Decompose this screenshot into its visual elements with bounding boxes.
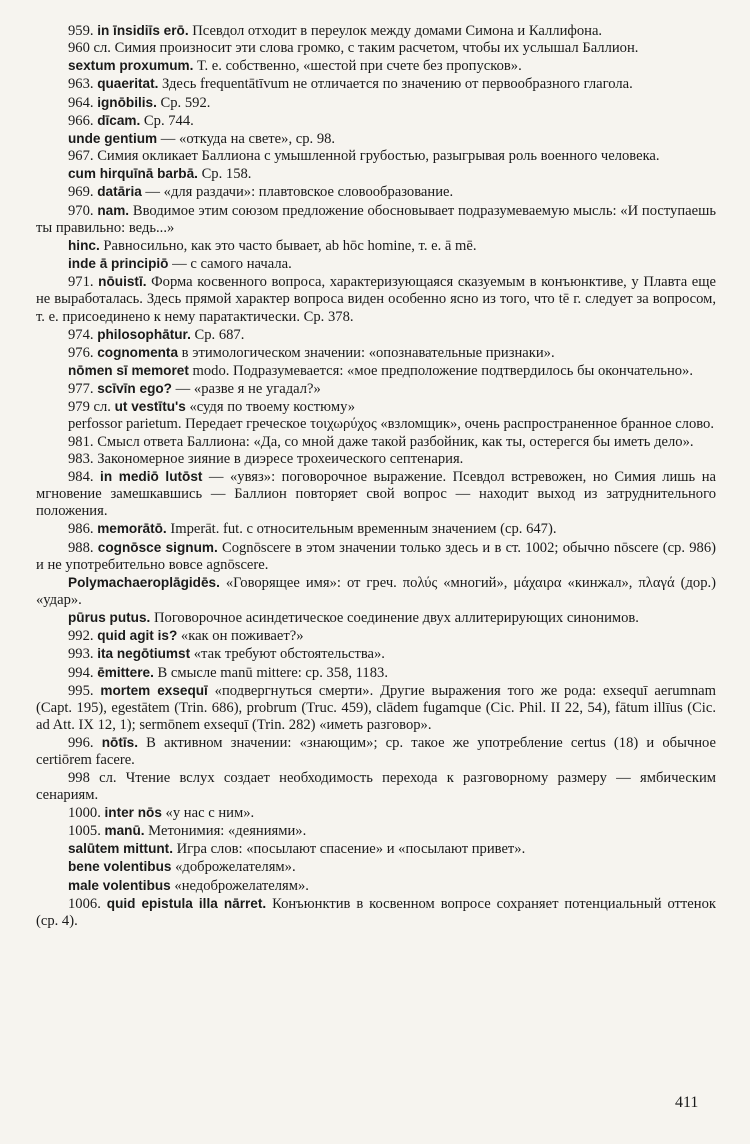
lemma: male volentibus xyxy=(68,877,171,893)
line-number: 1000. xyxy=(68,804,101,821)
lemma: nōmen sī memoret xyxy=(68,362,189,378)
lemma: nōtīs. xyxy=(101,735,138,751)
gloss-text: «судя по твоему костюму» xyxy=(185,399,356,416)
gloss-text: Поговорочное асиндетическое соединение двух аллитерирующих синонимов. xyxy=(150,610,639,627)
line-number: 960 сл. xyxy=(68,40,111,57)
commentary-entry xyxy=(36,130,716,148)
gloss-text: Cognōscere в этом значении только здесь и в ст. 1002; обычно nōscere (ср. 986) и не употребительно вовсе agnōscere. xyxy=(36,539,716,573)
line-number: 986. xyxy=(68,521,94,538)
line-number: 966. xyxy=(68,112,94,129)
commentary-entry xyxy=(36,877,716,895)
line-number: 992. xyxy=(68,628,94,645)
line-number: 963. xyxy=(68,76,94,93)
gloss-text: Конъюнктив в косвенном вопросе сохраняет потенциальный оттенок (ср. 4). xyxy=(36,895,716,929)
gloss-text: «подвергнуться смерти». Другие выражения того же рода: exsequī aerumnam (Capt. 195), egestātem (Trin. 686), probrum (Truc. 459), clādem fugamque (Cic. Phil. II 22, 54), fātum illīus (Cic. ad Att. IX 12, 1); sermōnem exsequī (Trin. 282) «иметь разговор». xyxy=(36,682,716,734)
line-number: 981. xyxy=(68,433,94,450)
gloss-text: Ср. 158. xyxy=(197,166,252,183)
lemma: quaeritat. xyxy=(97,76,159,92)
commentary-entry xyxy=(36,255,716,273)
gloss-text: Игра слов: «посылают спасение» и «посылают привет». xyxy=(172,841,526,858)
gloss-text: В смысле manū mittere: ср. 358, 1183. xyxy=(153,664,388,681)
line-number: 964. xyxy=(68,94,94,111)
lemma: ignōbilis. xyxy=(97,94,157,110)
commentary-entry xyxy=(36,627,716,645)
gloss-text: — «увяз»: поговорочное выражение. Псевдол встревожен, но Симия лишь на мгновение замешкавшись — Баллион повторяет свой вопрос — находит выход из затруднительного положения. xyxy=(36,468,716,520)
line-number: 994. xyxy=(68,664,94,681)
gloss-text: «недоброжелателям». xyxy=(170,877,309,894)
gloss-text: Ср. 592. xyxy=(156,94,211,111)
commentary-entry xyxy=(36,273,716,325)
commentary-entry xyxy=(36,183,716,201)
commentary-entry xyxy=(36,434,716,451)
gloss-text: Симия произносит эти слова громко, с таким расчетом, чтобы их услышал Баллион. xyxy=(110,40,639,57)
gloss-text: — «для раздачи»: плавтовское словообразование. xyxy=(141,184,454,201)
line-number: 976. xyxy=(68,344,94,361)
lemma: in īnsidiīs erō. xyxy=(97,23,189,38)
line-number: 995. xyxy=(68,682,94,699)
commentary-entry xyxy=(36,451,716,468)
gloss-text: Вводимое этим союзом предложение обосновывает подразумеваемую мысль: «И поступаешь ты правильно: ведь...» xyxy=(36,202,716,236)
lemma: ita negōtiumst xyxy=(97,646,191,662)
lemma: cognōsce signum. xyxy=(97,539,218,555)
line-number: 998 сл. xyxy=(68,769,117,786)
line-number: 974. xyxy=(68,326,94,343)
gloss-text: modo. Подразумевается: «мое предположение подтвердилось бы окончательно». xyxy=(188,362,693,379)
commentary-entry xyxy=(36,148,716,165)
gloss-text: Ср. 744. xyxy=(140,112,194,129)
lemma: bene volentibus xyxy=(68,859,172,875)
lemma: unde gentium xyxy=(68,130,158,146)
commentary-entry xyxy=(36,237,716,255)
lemma: inde ā principiō xyxy=(68,256,169,272)
commentary-entry xyxy=(36,94,716,112)
lemma: salūtem mittunt. xyxy=(68,841,173,857)
lemma: quid agit is? xyxy=(97,628,178,644)
lemma: scīvīn ego? xyxy=(97,381,172,397)
gloss-text: Imperāt. fut. с относительным временным значением (ср. 647). xyxy=(166,521,557,538)
commentary-entry xyxy=(36,326,716,344)
gloss-text: «как он поживает?» xyxy=(177,628,304,645)
line-number: 969. xyxy=(68,184,94,201)
line-number: 959. xyxy=(68,23,94,39)
line-number: 971. xyxy=(68,274,94,291)
commentary-entry xyxy=(36,520,716,538)
lemma: manū. xyxy=(104,823,145,839)
commentary-entry xyxy=(36,344,716,362)
commentary-entry xyxy=(36,416,716,433)
gloss-text: Т. е. собственно, «шестой при счете без пропусков». xyxy=(193,58,522,75)
commentary-entry xyxy=(36,840,716,858)
commentary-entry xyxy=(36,895,716,930)
commentary-entry xyxy=(36,609,716,627)
line-number: 993. xyxy=(68,646,94,663)
lemma: Polymachaeroplāgidēs. xyxy=(68,574,220,590)
commentary-entry xyxy=(36,858,716,876)
gloss-text: в этимологическом значении: «опознавательные признаки». xyxy=(178,344,555,361)
lemma: cum hirquīnā barbā. xyxy=(68,166,198,182)
commentary-entry xyxy=(36,734,716,769)
gloss-text: Псевдол отходит в переулок между домами Симона и Каллифона. xyxy=(188,23,603,39)
commentary-entry xyxy=(36,682,716,734)
lemma: inter nōs xyxy=(104,804,162,820)
gloss-text: — с самого начала. xyxy=(168,256,292,273)
commentary-entry xyxy=(36,40,716,57)
lemma: ut vestītu's xyxy=(114,399,186,415)
gloss-text: Чтение вслух создает необходимость перехода к разговорному размеру — ямбическим сенариям. xyxy=(36,769,716,803)
gloss-text: Форма косвенного вопроса, характеризующаяся сказуемым в конъюнктиве, у Плавта еще не выработалась. Здесь прямой характер вопроса виден особенно ясно из того, что tē г. следует за вопросом, т. е. присоединено к нему паратактически. Ср. 378. xyxy=(36,274,717,325)
line-number: 984. xyxy=(68,468,94,485)
commentary-entry xyxy=(36,112,716,130)
gloss-text: «так требуют обстоятельства». xyxy=(190,646,385,663)
gloss-text: Здесь frequentātīvum не отличается по значению от первообразного глагола. xyxy=(158,76,633,93)
lemma: hinc. xyxy=(68,237,100,253)
lemma: quid epistula illa nārret. xyxy=(106,895,267,911)
gloss-text: Симия окликает Баллиона с умышленной грубостью, разыгрывая роль военного человека. xyxy=(93,148,660,165)
commentary-entry xyxy=(36,57,716,75)
commentary-entry xyxy=(36,202,716,237)
commentary-entry xyxy=(36,165,716,183)
commentary-entry xyxy=(36,645,716,663)
gloss-text: «доброжелателям». xyxy=(171,859,296,876)
commentary-entry xyxy=(36,362,716,380)
commentary-entry xyxy=(36,822,716,840)
gloss-text: Ср. 687. xyxy=(190,326,245,343)
line-number: 1006. xyxy=(68,895,101,912)
lemma: memorātō. xyxy=(97,521,167,537)
commentary-entry xyxy=(36,804,716,822)
commentary-entry xyxy=(36,468,716,520)
commentary-entry xyxy=(36,664,716,682)
lemma: philosophātur. xyxy=(97,326,191,342)
gloss-text: Смысл ответа Баллиона: «Да, со мной даже такой разбойник, как ты, остерегся бы иметь дело». xyxy=(93,433,694,450)
line-number: 1005. xyxy=(68,823,101,840)
lemma: pūrus putus. xyxy=(68,610,151,626)
lemma: nam. xyxy=(97,202,130,218)
line-number: 977. xyxy=(68,381,94,398)
commentary-entry xyxy=(36,380,716,398)
lemma: sextum proxumum. xyxy=(68,58,194,74)
line-number: 970. xyxy=(68,202,94,219)
lemma: dīcam. xyxy=(97,112,141,128)
gloss-text: В активном значении: «знающим»; ср. такое же употребление certus (18) и обычное certiōrem facere. xyxy=(36,735,716,769)
commentary-entry xyxy=(36,539,716,574)
gloss-text: Закономерное зияние в диэресе трохеического септенария. xyxy=(93,450,464,467)
commentary-entry xyxy=(36,22,716,40)
page-number: 411 xyxy=(675,1094,699,1111)
gloss-text: Равносильно, как это часто бывает, ab hōc homine, т. е. ā mē. xyxy=(99,237,477,254)
lemma: nōuistī. xyxy=(98,274,147,290)
gloss-text: «Говорящее имя»: от греч. πολύς «многий», μάχαιρα «кинжал», πλαγά (дор.) «удар». xyxy=(36,574,716,608)
gloss-text: — «разве я не угадал?» xyxy=(172,381,321,398)
line-number: 988. xyxy=(68,539,94,556)
line-number: 979 сл. xyxy=(68,399,111,416)
lemma: mortem exsequī xyxy=(100,682,208,698)
gloss-text: Метонимия: «деяниями». xyxy=(144,823,307,840)
lemma: ēmittere. xyxy=(97,664,154,680)
line-number: 983. xyxy=(68,450,94,467)
gloss-text: perfossor parietum. Передает греческое τοιχωρύχος «взломщик», очень распространенное бранное слово. xyxy=(68,416,714,433)
commentary-entry xyxy=(36,398,716,416)
lemma: datāria xyxy=(97,184,142,200)
lemma: in mediō lutōst xyxy=(100,468,203,484)
commentary-entry xyxy=(36,75,716,93)
gloss-text: — «откуда на свете», ср. 98. xyxy=(157,130,336,147)
line-number: 996. xyxy=(68,735,94,752)
lemma: cognomenta xyxy=(97,344,179,360)
commentary-entry xyxy=(36,574,716,609)
gloss-text: «у нас с ним». xyxy=(161,804,255,821)
commentary-text xyxy=(36,22,716,930)
line-number: 967. xyxy=(68,148,94,165)
commentary-entry xyxy=(36,770,716,804)
